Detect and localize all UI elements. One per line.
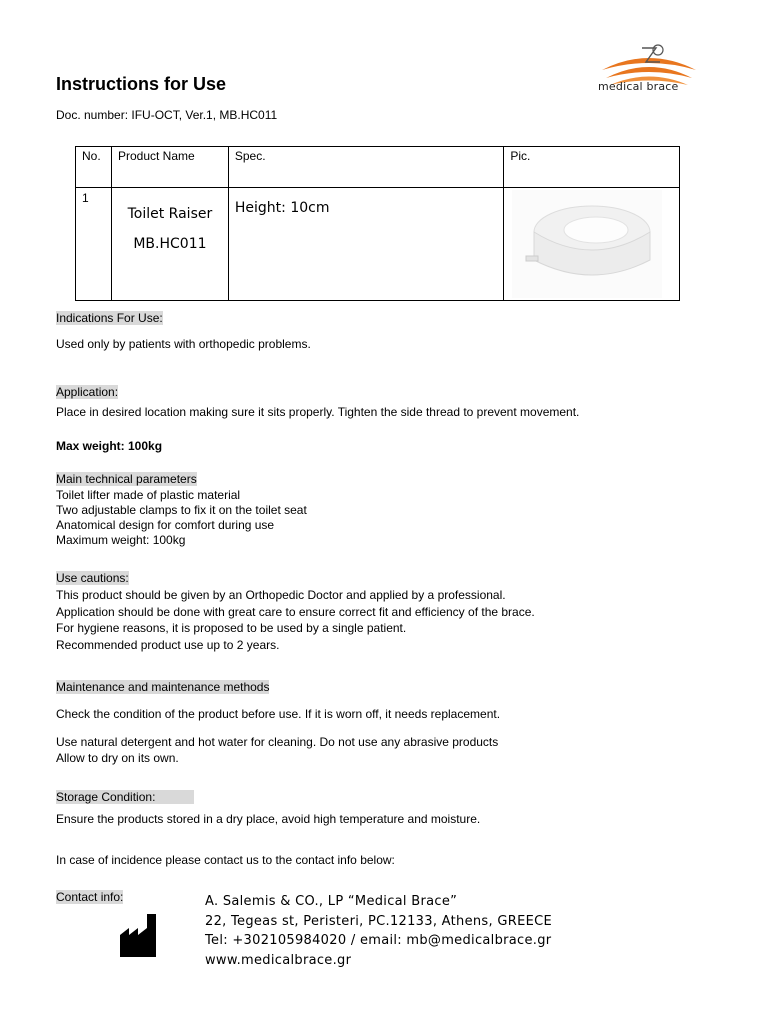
contact-address <box>205 892 552 970</box>
table-row <box>76 188 680 301</box>
application-heading: Application: <box>56 385 119 399</box>
cell-product-name <box>111 188 228 301</box>
maintenance-text-1: Check the condition of the product before use. If it is worn off, it needs replacement. <box>56 707 501 721</box>
cell-spec <box>228 188 503 301</box>
list-item: Application should be done with great care to ensure correct fit and efficiency of the brace. <box>56 604 535 619</box>
max-weight: Max weight: 100kg <box>56 439 163 453</box>
contact-website: www.medicalbrace.gr <box>205 952 352 968</box>
page-title: Instructions for Use <box>56 74 227 94</box>
contact-phone-email: Tel: +302105984020 / email: mb@medicalbrace.gr <box>205 933 552 948</box>
storage-text: Ensure the products stored in a dry place, avoid high temperature and moisture. <box>56 812 481 826</box>
doc-number: Doc. number: IFU-OCT, Ver.1, MB.HC011 <box>56 108 278 122</box>
list-item: Maximum weight: 100kg <box>56 533 186 547</box>
product-code: MB.HC011 <box>133 236 207 252</box>
header-spec: Spec. <box>228 147 503 188</box>
maintenance-text-3: Allow to dry on its own. <box>56 751 179 765</box>
factory-icon <box>119 913 157 958</box>
indications-text: Used only by patients with orthopedic problems. <box>56 337 311 351</box>
product-table <box>75 146 680 301</box>
indications-heading: Indications For Use: <box>56 311 163 325</box>
header-no: No. <box>76 147 112 188</box>
table-header-row <box>76 147 680 188</box>
list-item: This product should be given by an Orthopedic Doctor and applied by a professional. <box>56 588 506 602</box>
list-item: Recommended product use up to 2 years. <box>56 637 280 652</box>
spec-text: Height: 10cm <box>234 200 330 216</box>
logo-text: medical brace <box>598 80 679 93</box>
contact-heading: Contact info: <box>56 890 124 904</box>
toilet-raiser-image <box>512 190 662 298</box>
storage-heading: Storage Condition: <box>56 790 194 804</box>
technical-heading: Main technical parameters <box>56 472 197 486</box>
header-pic: Pic. <box>504 147 680 188</box>
cautions-list <box>56 587 535 653</box>
cell-no: 1 <box>76 188 112 301</box>
application-text: Place in desired location making sure it sits properly. Tighten the side thread to prevent movement. <box>56 405 580 419</box>
list-item: Anatomical design for comfort during use <box>56 518 275 532</box>
maintenance-text-2: Use natural detergent and hot water for cleaning. Do not use any abrasive products <box>56 735 499 749</box>
header-product-name: Product Name <box>111 147 228 188</box>
cell-pic <box>504 188 680 301</box>
list-item: Two adjustable clamps to fix it on the toilet seat <box>56 503 307 517</box>
incidence-text: In case of incidence please contact us to the contact info below: <box>56 853 395 867</box>
list-item: For hygiene reasons, it is proposed to be used by a single patient. <box>56 621 407 635</box>
contact-street: 22, Tegeas st, Peristeri, PC.12133, Athens, GREECE <box>205 913 552 929</box>
list-item: Toilet lifter made of plastic material <box>56 488 241 502</box>
technical-list <box>56 488 307 548</box>
cautions-heading: Use cautions: <box>56 571 129 585</box>
product-name: Toilet Raiser <box>127 206 213 222</box>
maintenance-heading: Maintenance and maintenance methods <box>56 680 270 694</box>
contact-company: A. Salemis & CO., LP “Medical Brace” <box>205 894 458 909</box>
